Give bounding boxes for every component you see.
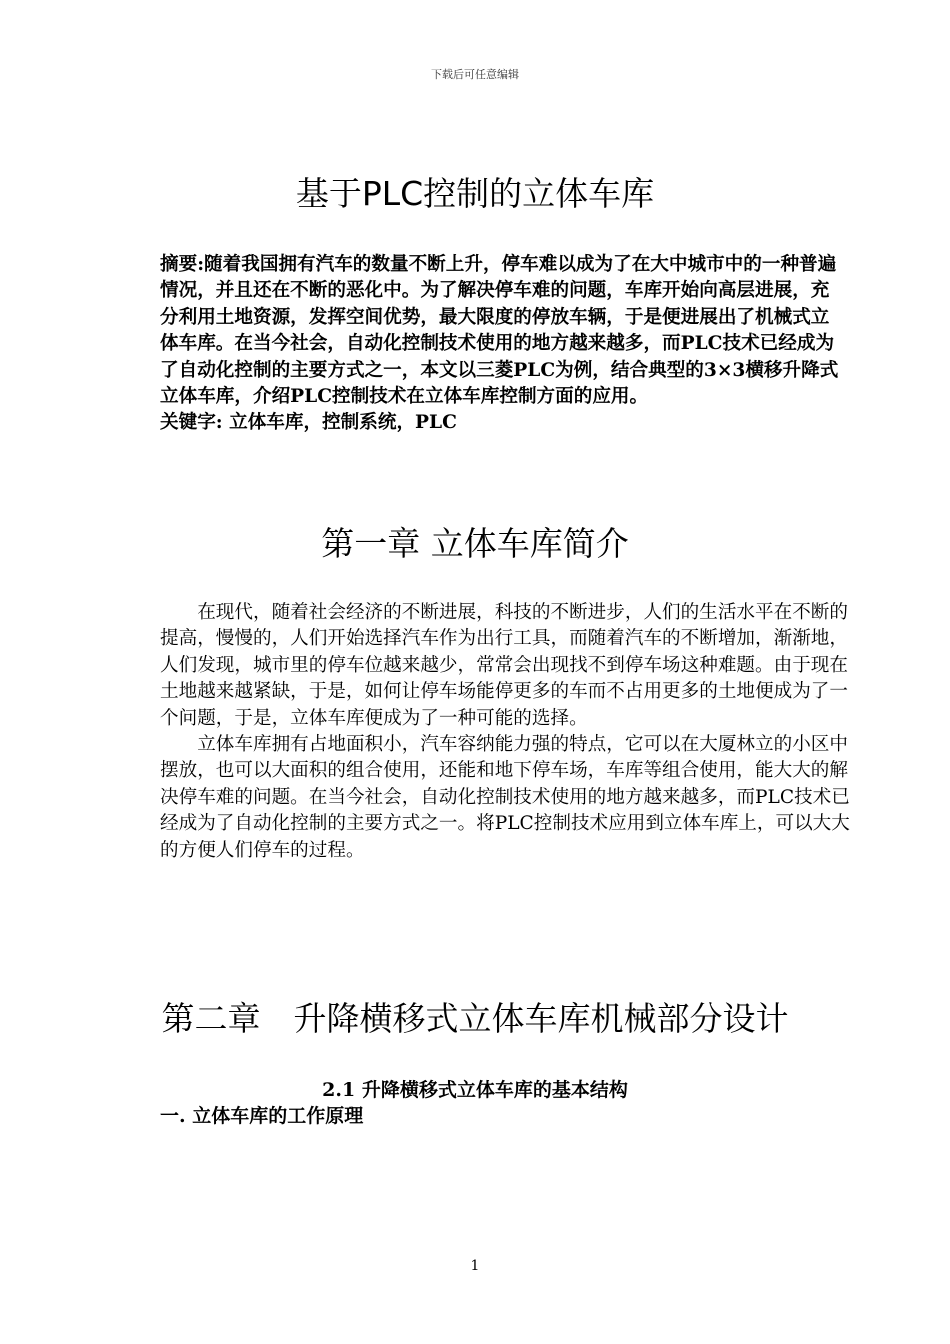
keywords: 关键字: 立体车库，控制系统，PLC xyxy=(160,412,457,434)
chapter2-title: 第二章 升降横移式立体车库机械部分设计 xyxy=(161,999,789,1038)
chapter1-paragraph-1: 在现代，随着社会经济的不断进展，科技的不断进步，人们的生活水平在不断的提高，慢慢的，人们开始选择汽车作为出行工具，而随着汽车的不断增加，渐渐地，人们发现，城市里的停车位越来越少，常常会出现找不到停车场这种难题。由于现在土地越来越紧缺，于是，如何让停车场能停更多的车而不占用更多的土地便成为了一个问题，于是，立体车库便成为了一种可能的选择。 xyxy=(160,602,848,729)
page-number: 1 xyxy=(470,1258,480,1274)
chapter1-body xyxy=(160,600,850,864)
abstract-block xyxy=(160,252,840,437)
chapter1-title: 第一章 立体车库简介 xyxy=(321,524,629,563)
chapter1-paragraph-2: 立体车库拥有占地面积小，汽车容纳能力强的特点，它可以在大厦林立的小区中摆放，也可以大面积的组合使用，还能和地下停车场，车库等组合使用，能大大的解决停车难的问题。在当今社会，自动化控制技术使用的地方越来越多，而PLC技术已经成为了自动化控制的主要方式之一。将PLC控制技术应用到立体车库上，可以大大的方便人们停车的过程。 xyxy=(160,734,850,861)
document-title: 基于PLC控制的立体车库 xyxy=(295,174,655,213)
abstract-text: 摘要:随着我国拥有汽车的数量不断上升，停车难以成为了在大中城市中的一种普遍情况，并且还在不断的恶化中。为了解决停车难的问题，车库开始向高层进展，充分利用土地资源，发挥空间优势，最大限度的停放车辆，于是便进展出了机械式立体车库。在当今社会，自动化控制技术使用的地方越来越多，而PLC技术已经成为了自动化控制的主要方式之一，本文以三菱PLC为例，结合典型的3×3横移升降式立体车库，介绍PLC控制技术在立体车库控制方面的应用。 xyxy=(160,254,839,408)
section-heading: 2.1 升降横移式立体车库的基本结构 xyxy=(322,1079,628,1101)
header-note: 下载后可任意编辑 xyxy=(431,68,519,81)
subsection-heading: 一. 立体车库的工作原理 xyxy=(160,1105,364,1127)
